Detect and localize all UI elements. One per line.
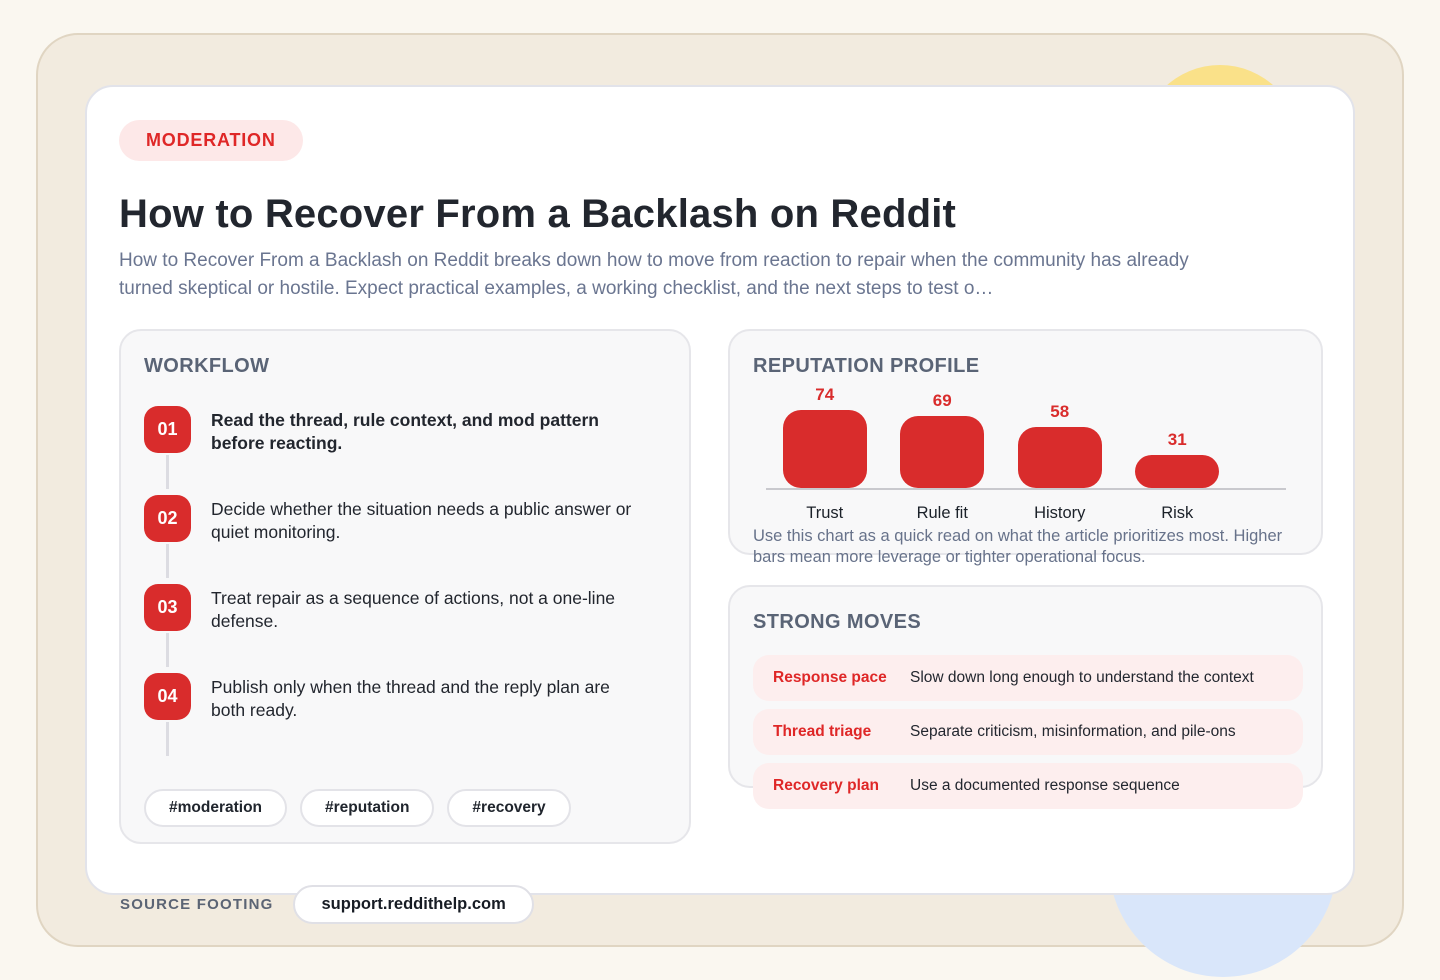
chart-caption: Use this chart as a quick read on what the article prioritizes most. Higher bars mean more leverage or tighter operational focus. [753, 526, 1283, 567]
chart-baseline [766, 488, 1286, 490]
chart-bars [766, 384, 1236, 488]
bar [1135, 455, 1219, 488]
workflow-heading: WORKFLOW [144, 354, 270, 377]
move-label: Response pace [773, 668, 887, 686]
source-link-pill[interactable]: support.reddithelp.com [293, 885, 533, 924]
bar-column-history [1001, 402, 1119, 488]
step-text: Publish only when the thread and the reply plan are both ready. [211, 676, 610, 721]
category-label: History [1034, 503, 1086, 522]
bar-value: 31 [1167, 429, 1187, 449]
bar-value: 58 [1050, 401, 1070, 421]
workflow-step-1 [144, 406, 668, 495]
bar [900, 416, 984, 488]
step-text: Decide whether the situation needs a public answer or quiet monitoring. [211, 498, 632, 543]
category-label: Rule fit [916, 503, 968, 522]
reputation-heading: REPUTATION PROFILE [753, 354, 980, 377]
bar-column-trust [766, 385, 884, 488]
strong-moves-heading: STRONG MOVES [753, 610, 922, 633]
move-text: Use a documented response sequence [910, 777, 1180, 795]
bar-column-risk [1119, 430, 1237, 488]
step-number-badge: 03 [144, 584, 191, 631]
main-card [85, 85, 1355, 913]
move-row-response-pace [753, 655, 1303, 701]
strong-moves-panel [728, 585, 1323, 795]
workflow-step-2 [144, 495, 668, 584]
content-columns [119, 329, 1321, 844]
move-row-thread-triage [753, 709, 1303, 755]
tag-reputation[interactable]: #reputation [300, 789, 434, 827]
move-label: Recovery plan [773, 776, 879, 794]
chart-category-labels [766, 504, 1236, 523]
step-number-badge: 01 [144, 406, 191, 453]
source-footing-label: SOURCE FOOTING [120, 895, 274, 913]
move-label: Thread triage [773, 722, 872, 740]
step-number-badge: 02 [144, 495, 191, 542]
category-label: Trust [806, 503, 844, 522]
bar-value: 74 [815, 384, 835, 404]
step-text: Read the thread, rule context, and mod pattern before reacting. [211, 409, 599, 454]
move-text: Slow down long enough to understand the context [910, 669, 1254, 687]
page-title: How to Recover From a Backlash on Reddit [119, 192, 957, 236]
tag-list [144, 789, 668, 827]
workflow-step-3 [144, 584, 668, 673]
bar [783, 410, 867, 488]
bar-value: 69 [932, 390, 952, 410]
workflow-panel [119, 329, 691, 844]
move-text: Separate criticism, misinformation, and pile-ons [910, 723, 1236, 741]
reputation-panel [728, 329, 1323, 567]
bar-chart [766, 384, 1286, 523]
tag-moderation[interactable]: #moderation [144, 789, 287, 827]
step-text: Treat repair as a sequence of actions, not a one-line defense. [211, 587, 616, 632]
bar [1018, 427, 1102, 488]
workflow-step-4 [144, 673, 668, 762]
tag-recovery[interactable]: #recovery [447, 789, 570, 827]
category-badge[interactable]: MODERATION [119, 120, 303, 161]
category-label: Risk [1161, 503, 1194, 522]
right-column [728, 329, 1323, 795]
source-footing [120, 885, 1321, 924]
step-number-badge: 04 [144, 673, 191, 720]
bar-column-rule-fit [884, 391, 1002, 488]
move-row-recovery-plan [753, 763, 1303, 809]
page-subtitle: How to Recover From a Backlash on Reddit breaks down how to move from reaction to repair when the community has already turned skeptical or hostile. Expect practical examples, a working checklist, and the next steps to test o… [119, 249, 1189, 299]
